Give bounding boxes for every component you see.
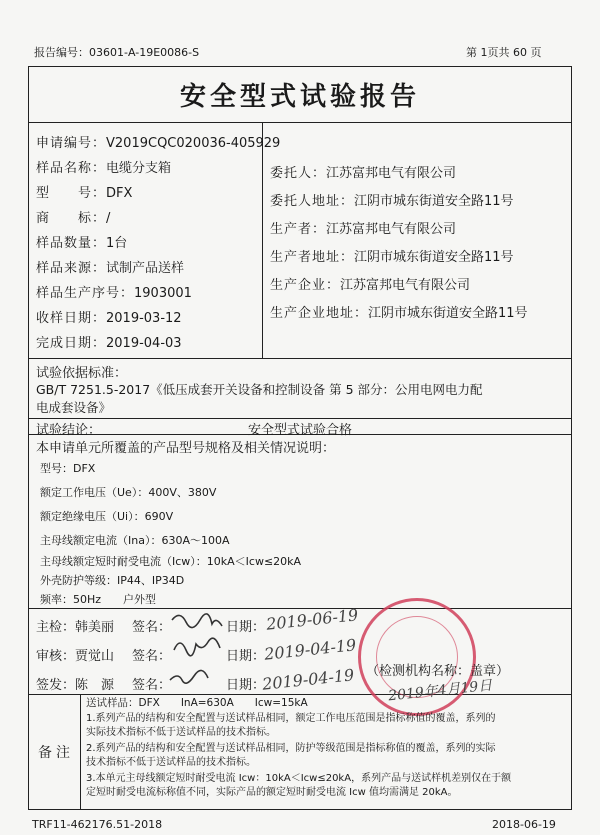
- signature-label: 签名：: [132, 649, 172, 664]
- remarks-item: 2.系列产品的结构和安全配置与送试样品相同，防护等级范围是指标称值的覆盖，系列的实际: [86, 743, 496, 754]
- signature-row-reviewer: 审核：贾觉山: [36, 649, 115, 664]
- signature-label: 签名：: [132, 678, 172, 693]
- divider-title: [28, 122, 572, 123]
- info-received-date: 收样日期：2019-03-12: [36, 311, 182, 326]
- handwritten-date: 2019-04-19: [261, 665, 355, 694]
- footer-code: TRF11-462176.51-2018: [32, 818, 163, 831]
- coverage-line: 额定工作电压（Ue）：400V、380V: [40, 486, 217, 499]
- info-manufacturer: 生产企业：江苏富邦电气有限公司: [270, 278, 471, 293]
- coverage-line: 主母线额定短时耐受电流（Icw）：10kA＜Icw≤20kA: [40, 555, 302, 568]
- signature-row-inspector: 主检：韩美丽: [36, 620, 115, 635]
- conclusion-label: 试验结论：: [36, 423, 102, 438]
- standard-line-1: GB/T 7251.5-2017《低压成套开关设备和控制设备 第 5 部分：公用电网电力配: [36, 382, 483, 397]
- remarks-item: 3.本单元主母线额定短时耐受电流 Icw：10kA＜Icw≤20kA，系列产品与送试样机差别仅在于额: [86, 773, 512, 784]
- standard-label: 试验依据标准：: [36, 366, 128, 381]
- info-producer: 生产者：江苏富邦电气有限公司: [270, 222, 457, 237]
- info-completed-date: 完成日期：2019-04-03: [36, 336, 182, 351]
- date-label: 日期：: [226, 620, 266, 635]
- handwritten-date: 2019-06-19: [265, 605, 359, 634]
- conclusion-value: 安全型式试验合格: [248, 423, 353, 438]
- remarks-sample: 送试样品：DFX InA=630A Icw=15kA: [86, 697, 308, 709]
- remarks-item: 技术指标不低于送试样品的技术指标。: [86, 757, 256, 768]
- remarks-label: 备注: [38, 745, 74, 761]
- divider-coverage: [28, 608, 572, 609]
- info-client: 委托人：江苏富邦电气有限公司: [270, 166, 457, 181]
- info-source: 样品来源：试制产品送样: [36, 261, 185, 276]
- signature-label: 签名：: [132, 620, 172, 635]
- info-quantity: 样品数量：1台: [36, 236, 128, 251]
- info-sample-name: 样品名称：电缆分支箱: [36, 161, 172, 176]
- coverage-line: 频率：50Hz 户外型: [40, 593, 157, 606]
- coverage-line: 型号：DFX: [40, 462, 96, 475]
- divider-remarks-vertical: [80, 694, 81, 810]
- remarks-item: 定短时耐受电流标称值不同，实际产品的额定短时耐受电流 Icw 值均需满足 20kA。: [86, 787, 458, 798]
- info-trademark: 商 标：/: [36, 211, 111, 226]
- info-model: 型 号：DFX: [36, 186, 133, 201]
- coverage-line: 主母线额定电流（Ina）：630A～100A: [40, 534, 230, 547]
- coverage-line: 外壳防护等级：IP44、IP34D: [40, 574, 185, 587]
- divider-info: [28, 358, 572, 359]
- remarks-item: 1.系列产品的结构和安全配置与送试样品相同，额定工作电压范围是指标称值的覆盖，系列的: [86, 713, 496, 724]
- coverage-line: 额定绝缘电压（Ui）：690V: [40, 510, 174, 523]
- handwritten-date: 2019-04-19: [263, 635, 357, 664]
- page-indicator: 第 1页共 60 页: [466, 46, 542, 59]
- info-producer-address: 生产者地址：江阴市城东街道安全路11号: [270, 250, 514, 265]
- standard-line-2: 电成套设备》: [36, 400, 112, 415]
- info-application-no: 申请编号：V2019CQC020036-405929: [36, 136, 281, 151]
- info-manufacturer-address: 生产企业地址：江阴市城东街道安全路11号: [270, 306, 528, 321]
- page-title: 安全型式试验报告: [179, 81, 420, 112]
- coverage-heading: 本申请单元所覆盖的产品型号规格及相关情况说明：: [36, 441, 336, 456]
- info-client-address: 委托人地址：江阴市城东街道安全路11号: [270, 194, 514, 209]
- report-number: 报告编号：03601-A-19E0086-S: [34, 46, 200, 59]
- remarks-item: 实际技术指标不低于送试样品的技术指标。: [86, 727, 276, 738]
- footer-date: 2018-06-19: [492, 818, 556, 831]
- stamp-caption: （检测机构名称：盖章）: [366, 664, 510, 679]
- stamp-handwritten-date: 2019年4月19日: [387, 677, 494, 705]
- date-label: 日期：: [226, 649, 266, 664]
- handwritten-signatures: [168, 606, 228, 692]
- date-label: 日期：: [226, 678, 266, 693]
- divider-info-vertical: [262, 122, 263, 358]
- info-serial-no: 样品生产序号：1903001: [36, 286, 192, 301]
- signature-row-issuer: 签发：陈 源: [36, 678, 115, 693]
